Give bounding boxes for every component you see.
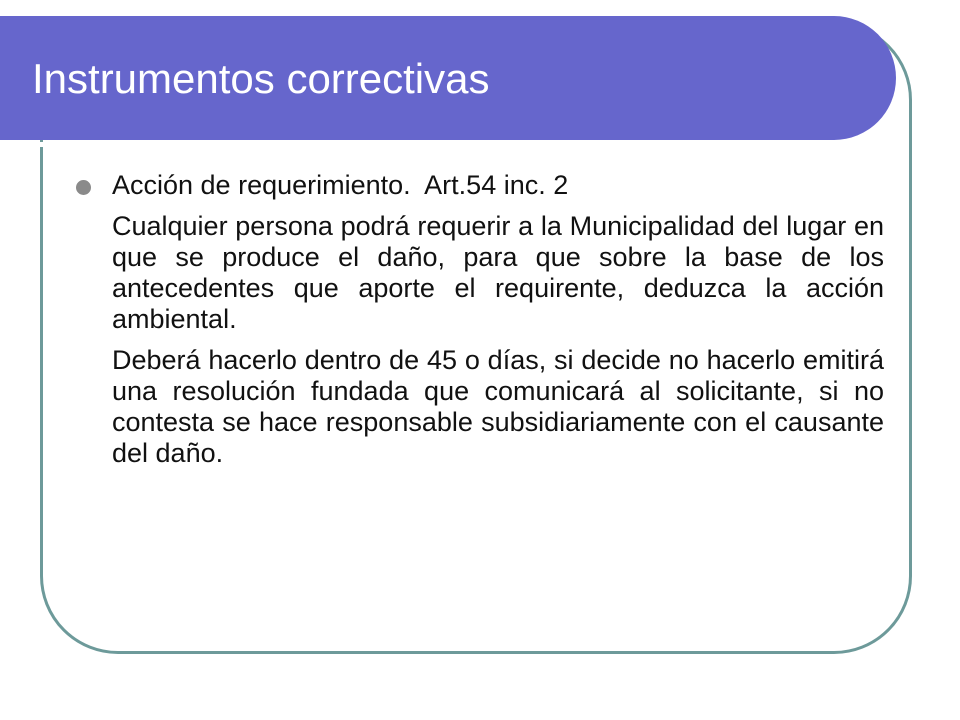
- slide-body: [112, 170, 884, 469]
- title-underline: [0, 142, 848, 147]
- paragraph-1: Cualquier persona podrá requerir a la Municipalidad del lugar en que se produce el daño, para que sobre la base de los antecedentes que aporte el requirente, deduzca la acción ambiental.: [112, 211, 884, 334]
- title-bar: [0, 16, 896, 140]
- bullet-heading: Acción de requerimiento. Art.54 inc. 2: [112, 170, 569, 200]
- paragraph-2: Deberá hacerlo dentro de 45 o días, si decide no hacerlo emitirá una resolución fundada que comunicará al solicitante, si no contesta se hace responsable subsidiariamente con el causante del daño.: [112, 345, 884, 468]
- slide-title: Instrumentos correctivas: [32, 55, 490, 102]
- bullet-dot-icon: [76, 180, 91, 195]
